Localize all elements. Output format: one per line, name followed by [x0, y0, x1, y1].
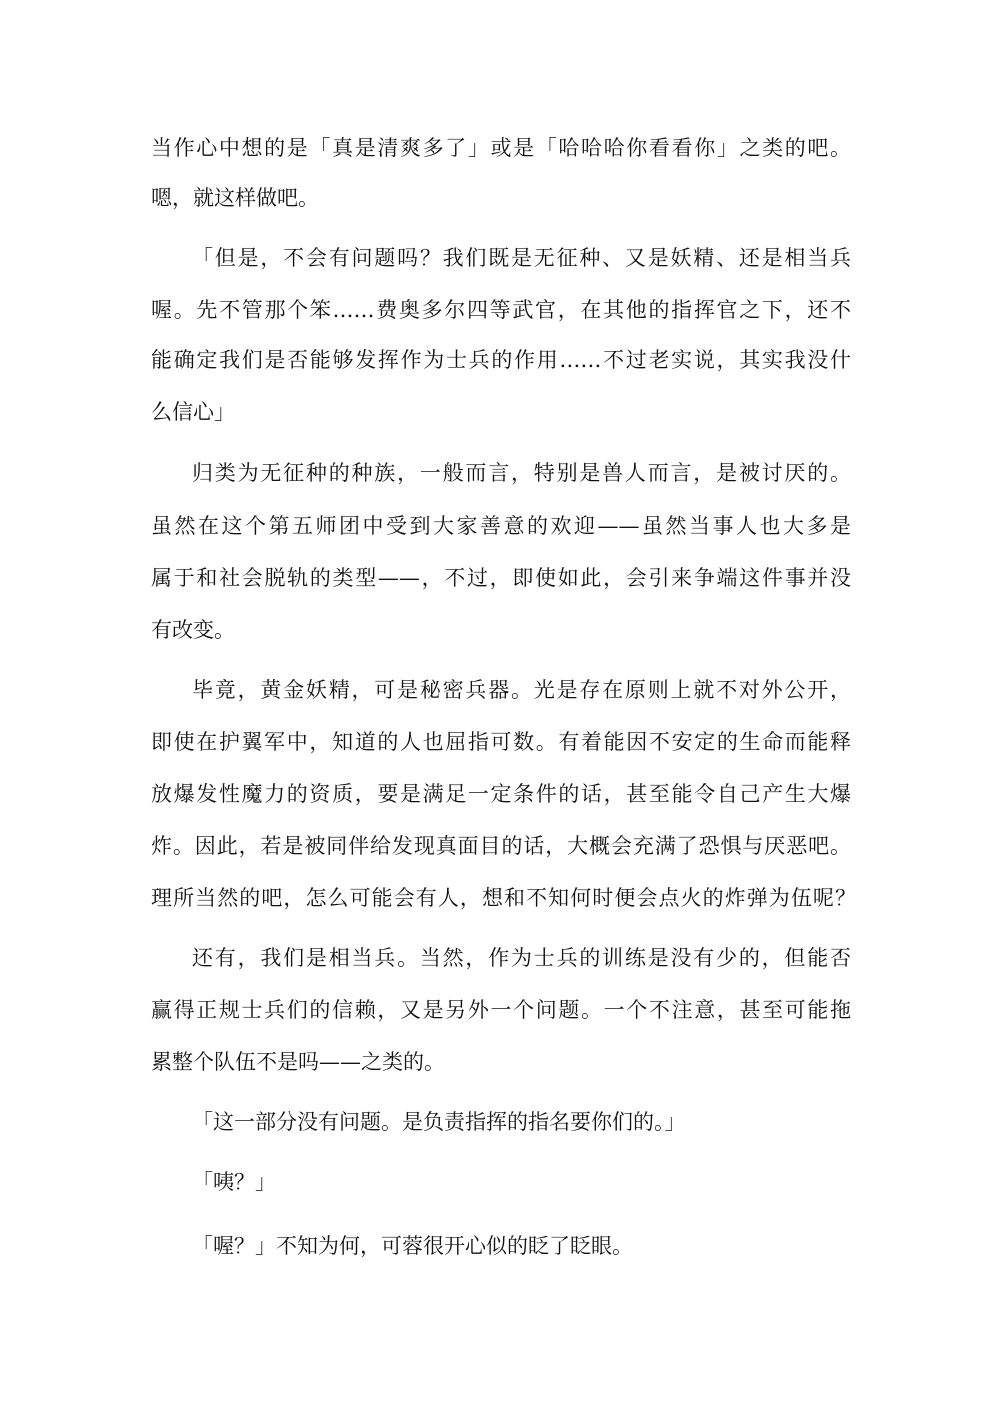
text-line: 喔。先不管那个笨……费奥多尔四等武官，在其他的指挥官之下，还不 — [151, 298, 851, 322]
text-line: 「但是，不会有问题吗？我们既是无征种、又是妖精、还是相当兵 — [192, 246, 851, 270]
text-line: 嗯，就这样做吧。 — [151, 186, 319, 210]
text-line: 赢得正规士兵们的信赖，又是另外一个问题。一个不注意，甚至可能拖 — [151, 998, 851, 1022]
text-line: 有改变。 — [151, 618, 235, 642]
text-line: 当作心中想的是「真是清爽多了」或是「哈哈哈你看看你」之类的吧。 — [151, 136, 851, 160]
text-line: 虽然在这个第五师团中受到大家善意的欢迎——虽然当事人也大多是 — [151, 514, 851, 538]
text-line: 即使在护翼军中，知道的人也屈指可数。有着能因不安定的生命而能释 — [151, 730, 851, 754]
text-line: 能确定我们是否能够发挥作为士兵的作用……不过老实说，其实我没什 — [151, 348, 851, 372]
text-line: 「喔？」不知为何，可蓉很开心似的眨了眨眼。 — [192, 1234, 633, 1258]
text-line: 放爆发性魔力的资质，要是满足一定条件的话，甚至能令自己产生大爆 — [151, 782, 851, 806]
text-line: 还有，我们是相当兵。当然，作为士兵的训练是没有少的，但能否 — [192, 946, 851, 970]
text-line: 么信心」 — [151, 400, 235, 424]
text-line: 归类为无征种的种族，一般而言，特别是兽人而言，是被讨厌的。 — [192, 461, 851, 485]
text-line: 炸。因此，若是被同伴给发现真面目的话，大概会充满了恐惧与厌恶吧。 — [151, 834, 851, 858]
text-line: 「这一部分没有问题。是负责指挥的指名要你们的。」 — [192, 1110, 686, 1134]
text-line: 毕竟，黄金妖精，可是秘密兵器。光是存在原则上就不对外公开， — [192, 678, 851, 702]
text-line: 「咦？」 — [192, 1170, 276, 1194]
text-line: 累整个队伍不是吗——之类的。 — [151, 1050, 445, 1074]
text-line: 属于和社会脱轨的类型——，不过，即使如此，会引来争端这件事并没 — [151, 566, 851, 590]
text-line: 理所当然的吧，怎么可能会有人，想和不知何时便会点火的炸弹为伍呢？ — [151, 886, 856, 910]
